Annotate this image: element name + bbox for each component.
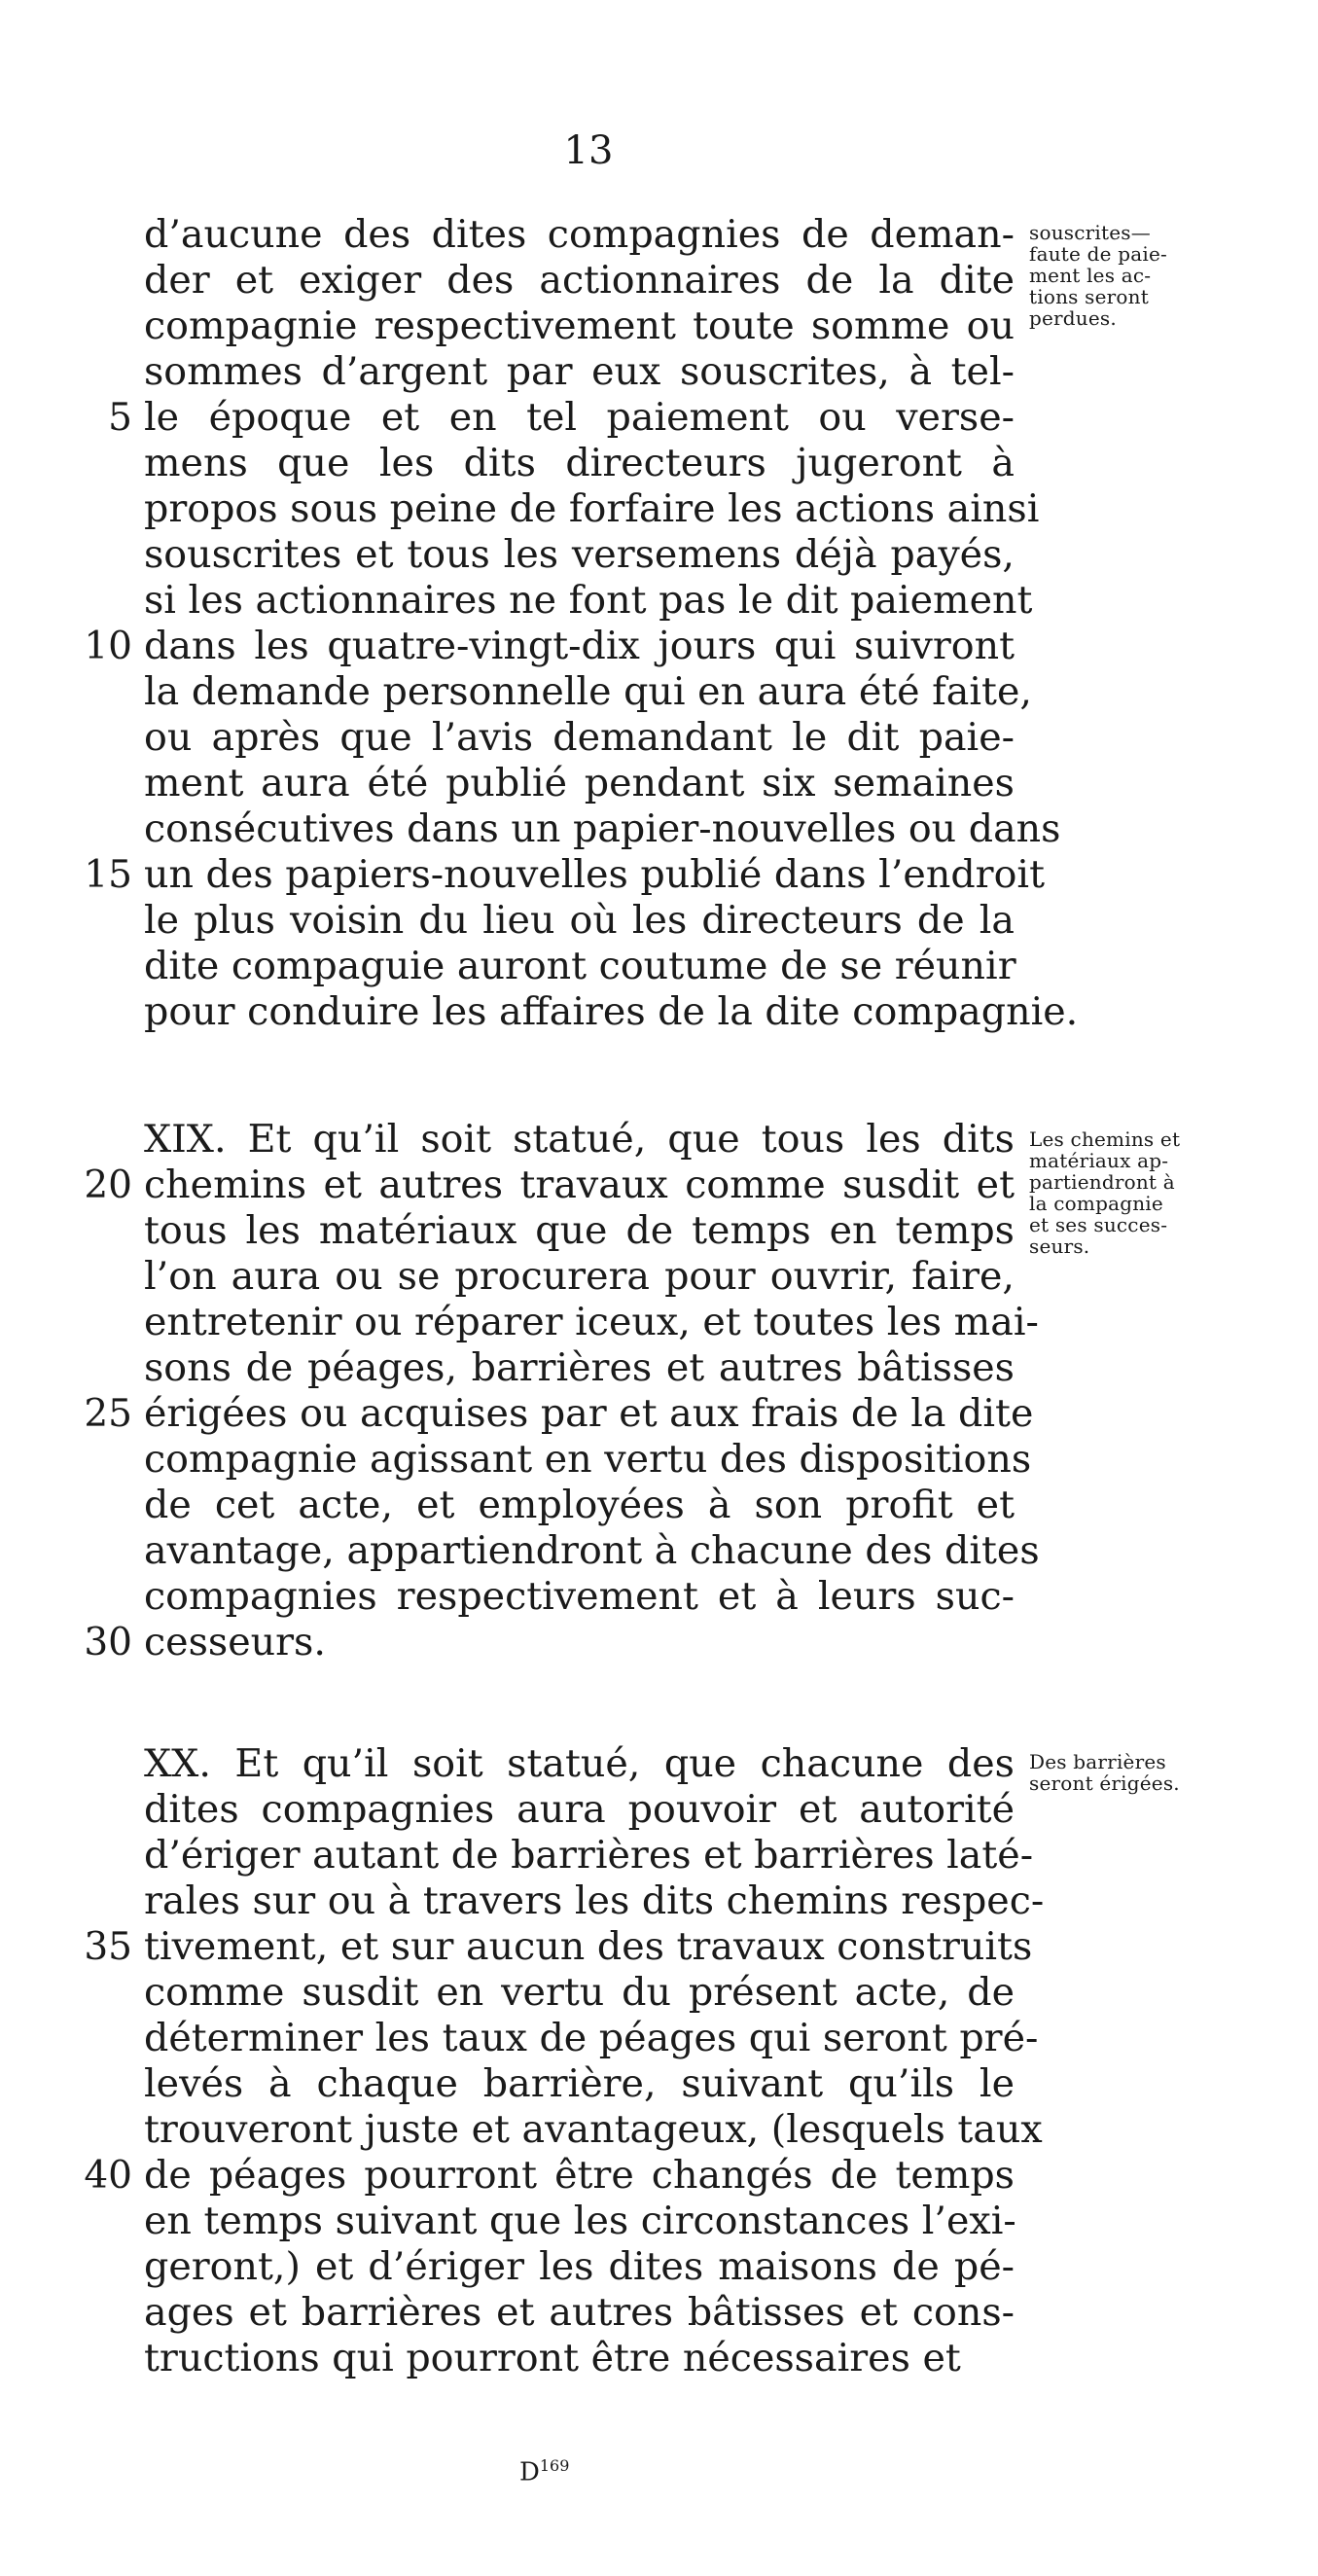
- text-line: le plus voisin du lieu où les directeurs de la: [144, 898, 1015, 943]
- page-number: 13: [563, 128, 614, 173]
- text-line: d’ériger autant de barrières et barrières laté-: [144, 1833, 1034, 1878]
- margin-note-line: partiendront à: [1029, 1170, 1175, 1194]
- text-line: sons de péages, barrières et autres bâtisses: [144, 1345, 1015, 1390]
- text-line: XIX. Et qu’il soit statué, que tous les dits: [144, 1117, 1015, 1162]
- signature-letter: D: [519, 2457, 540, 2487]
- margin-note-section-xx: [1029, 1751, 1253, 1794]
- text-line: tous les matériaux que de temps en temps: [144, 1208, 1015, 1253]
- text-line: rales sur ou à travers les dits chemins respec-: [144, 1878, 1045, 1923]
- text-line: compagnie respectivement toute somme ou: [144, 304, 1015, 348]
- line-number: 20: [84, 1163, 132, 1207]
- text-line: la demande personnelle qui en aura été faite,: [144, 669, 1032, 714]
- text-line: érigées ou acquises par et aux frais de la dite: [144, 1391, 1034, 1436]
- text-line: levés à chaque barrière, suivant qu’ils le: [144, 2061, 1015, 2106]
- line-number: 30: [84, 1621, 132, 1664]
- text-line: tructions qui pourront être nécessaires et: [144, 2336, 961, 2380]
- margin-note-line: ment les ac-: [1029, 264, 1152, 287]
- margin-note-line: Des barrières: [1029, 1750, 1166, 1773]
- margin-note-line: la compagnie: [1029, 1192, 1163, 1215]
- margin-note-line: souscrites—: [1029, 221, 1151, 244]
- text-line: déterminer les taux de péages qui seront pré-: [144, 2016, 1039, 2060]
- signature-number: 169: [539, 2456, 570, 2475]
- text-line: sommes d’argent par eux souscrites, à tel-: [144, 349, 1015, 394]
- margin-note-section-xix: [1029, 1128, 1253, 1257]
- margin-note-line: matériaux ap-: [1029, 1149, 1169, 1172]
- text-line: pour conduire les affaires de la dite compagnie.: [144, 989, 1079, 1034]
- line-number: 5: [108, 396, 132, 440]
- text-line: mens que les dits directeurs jugeront à: [144, 441, 1015, 485]
- text-line: propos sous peine de forfaire les actions ainsi: [144, 486, 1040, 531]
- text-line: dite compaguie auront coutume de se réunir: [144, 944, 1016, 988]
- text-line: cesseurs.: [144, 1620, 326, 1664]
- margin-note-line: faute de paie-: [1029, 242, 1167, 266]
- text-line: un des papiers-nouvelles publié dans l’endroit: [144, 852, 1045, 897]
- text-line: entretenir ou réparer iceux, et toutes les mai-: [144, 1300, 1039, 1344]
- text-line: le époque et en tel paiement ou verse-: [144, 395, 1015, 440]
- text-line: de cet acte, et employées à son profit et: [144, 1483, 1015, 1527]
- paragraph-section-xix: [84, 1117, 1040, 1665]
- text-line: en temps suivant que les circonstances l’exi-: [144, 2199, 1016, 2243]
- text-line: souscrites et tous les versemens déjà payés,: [144, 532, 1015, 577]
- text-line: geront,) et d’ériger les dites maisons de pé-: [144, 2244, 1015, 2289]
- text-line: ou après que l’avis demandant le dit paie-: [144, 715, 1015, 760]
- line-number: 25: [84, 1392, 132, 1436]
- margin-note-forfeiture: [1029, 222, 1253, 329]
- text-line: der et exiger des actionnaires de la dite: [144, 258, 1015, 303]
- text-line: de péages pourront être changés de temps: [144, 2153, 1015, 2198]
- margin-note-line: seront érigées.: [1029, 1771, 1180, 1795]
- margin-note-line: perdues.: [1029, 306, 1117, 330]
- margin-note-line: seurs.: [1029, 1234, 1090, 1258]
- line-number: 40: [84, 2154, 132, 2198]
- text-line: dans les quatre-vingt-dix jours qui suivront: [144, 624, 1015, 668]
- text-line: l’on aura ou se procurera pour ouvrir, faire,: [144, 1254, 1015, 1299]
- line-number: 35: [84, 1925, 132, 1969]
- text-line: si les actionnaires ne font pas le dit paiement: [144, 578, 1033, 623]
- text-line: chemins et autres travaux comme susdit et: [144, 1163, 1015, 1207]
- margin-note-line: et ses succes-: [1029, 1213, 1168, 1236]
- line-number: 15: [84, 853, 132, 897]
- text-line: ages et barrières et autres bâtisses et cons-: [144, 2290, 1015, 2335]
- text-line: comme susdit en vertu du présent acte, de: [144, 1970, 1015, 2015]
- paragraph-section-xx: [84, 1741, 1045, 2381]
- text-line: dites compagnies aura pouvoir et autorité: [144, 1787, 1015, 1832]
- margin-note-line: tions seront: [1029, 285, 1149, 308]
- margin-note-line: Les chemins et: [1029, 1127, 1181, 1151]
- text-line: compagnie agissant en vertu des dispositions: [144, 1437, 1032, 1482]
- text-line: d’aucune des dites compagnies de deman-: [144, 212, 1015, 257]
- signature-mark: [519, 2456, 569, 2487]
- text-line: XX. Et qu’il soit statué, que chacune des: [144, 1741, 1015, 1786]
- text-line: avantage, appartiendront à chacune des dites: [144, 1528, 1040, 1573]
- text-line: tivement, et sur aucun des travaux construits: [144, 1924, 1033, 1969]
- line-number: 10: [84, 625, 132, 668]
- text-line: ment aura été publié pendant six semaines: [144, 761, 1015, 805]
- text-line: trouveront juste et avantageux, (lesquels taux: [144, 2107, 1043, 2152]
- text-line: consécutives dans un papier-nouvelles ou dans: [144, 806, 1061, 851]
- text-line: compagnies respectivement et à leurs suc-: [144, 1574, 1015, 1619]
